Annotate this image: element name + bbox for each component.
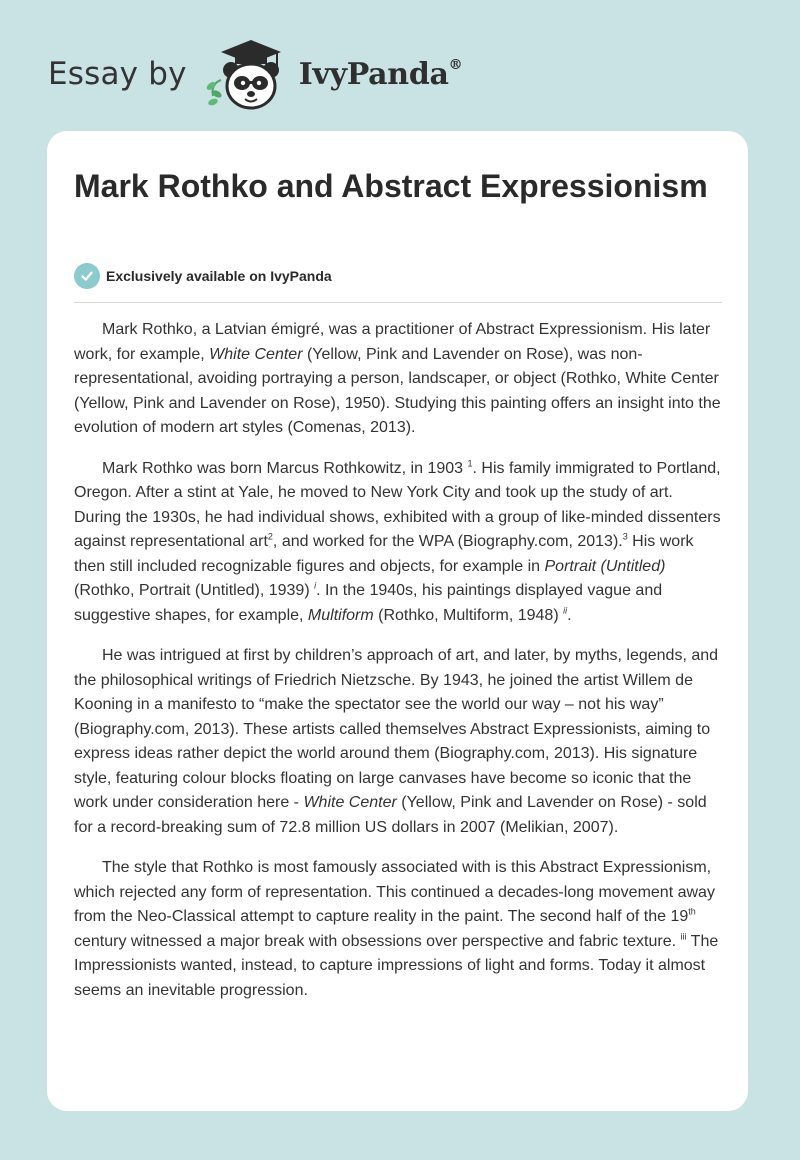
- footnote-ref[interactable]: iii: [680, 931, 687, 942]
- panda-logo-icon[interactable]: [201, 34, 293, 114]
- artwork-title: Portrait (Untitled): [544, 557, 666, 575]
- footnote-ref[interactable]: ii: [563, 605, 568, 616]
- divider: [74, 302, 722, 303]
- essay-card: [47, 131, 748, 1111]
- checkmark-icon: [74, 263, 100, 289]
- paragraph: The style that Rothko is most famously associated with is this Abstract Expressionism, which rejected any form of representation. This continued a decades-long movement away from the Neo-Classical attempt to capture reality in the paint. The second half of the 19th century witnessed a major break with obsessions over perspective and fabric texture. $^{iii}$ The Impressionists wanted, instead, to capture impressions of light and forms. Today it almost seems an inevitable progression.: [74, 859, 719, 999]
- essay-by-label: Essay by: [48, 56, 187, 92]
- footnote-ref[interactable]: i: [314, 580, 317, 591]
- artwork-title: White Center: [209, 345, 303, 363]
- exclusive-badge-text: Exclusively available on IvyPanda: [106, 268, 332, 284]
- paragraph: Mark Rothko, a Latvian émigré, was a practitioner of Abstract Expressionism. His later work, for example, White Center (Yellow, Pink and Lavender on Rose), was non-representational, avoiding portraying a person, landscaper, or object (Rothko, White Center (Yellow, Pink and Lavender on Rose), 1950). Studying this painting offers an insight into the evolution of modern art styles (Comenas, 2013).: [74, 321, 721, 436]
- essay-body: [74, 318, 722, 1019]
- artwork-title: Multiform: [307, 606, 374, 624]
- footnote-ref[interactable]: 1: [467, 458, 473, 469]
- site-header: [48, 34, 462, 114]
- footnote-ref[interactable]: 3: [622, 531, 628, 542]
- registered-mark: ®: [448, 56, 463, 73]
- essay-title: Mark Rothko and Abstract Expressionism: [74, 168, 708, 204]
- paragraph: He was intrigued at first by children’s approach of art, and later, by myths, legends, and the philosophical writings of Friedrich Nietzsche. By 1943, he joined the artist Willem de Kooning in a manifesto to “make the spectator see the world our way – not his way” (Biography.com, 2013). These artists called themselves Abstract Expressionists, aiming to express ideas rather depict the world around them (Biography.com, 2013). His signature style, featuring colour blocks floating on large canvases have become so iconic that the work under consideration here - White Center (Yellow, Pink and Lavender on Rose) - sold for a record-breaking sum of 72.8 million US dollars in 2007 (Melikian, 2007).: [74, 647, 719, 836]
- paragraph: Mark Rothko was born Marcus Rothkowitz, in 1903 $^1$. His family immigrated to Portland, Oregon. After a stint at Yale, he moved to New York City and took up the study of art. During the 1930s, he had individual shows, exhibited with a group of like-minded dissenters against representational art$^2$, and worked for the WPA (Biography.com, 2013).$^3$ His work then still included recognizable figures and objects, for example in Portrait (Untitled) (Rothko, Portrait (Untitled), 1939) $^i$. In the 1940s, his paintings displayed vague and suggestive shapes, for example, Multiform (Rothko, Multiform, 1948) $^{ii}$.: [74, 458, 721, 624]
- footnote-ref[interactable]: 2: [267, 531, 273, 542]
- ordinal-suffix: th: [688, 906, 696, 917]
- artwork-title: White Center: [303, 794, 397, 811]
- brand-text: IvyPanda: [298, 56, 449, 92]
- exclusive-badge: [74, 263, 332, 289]
- brand-name[interactable]: [299, 57, 463, 92]
